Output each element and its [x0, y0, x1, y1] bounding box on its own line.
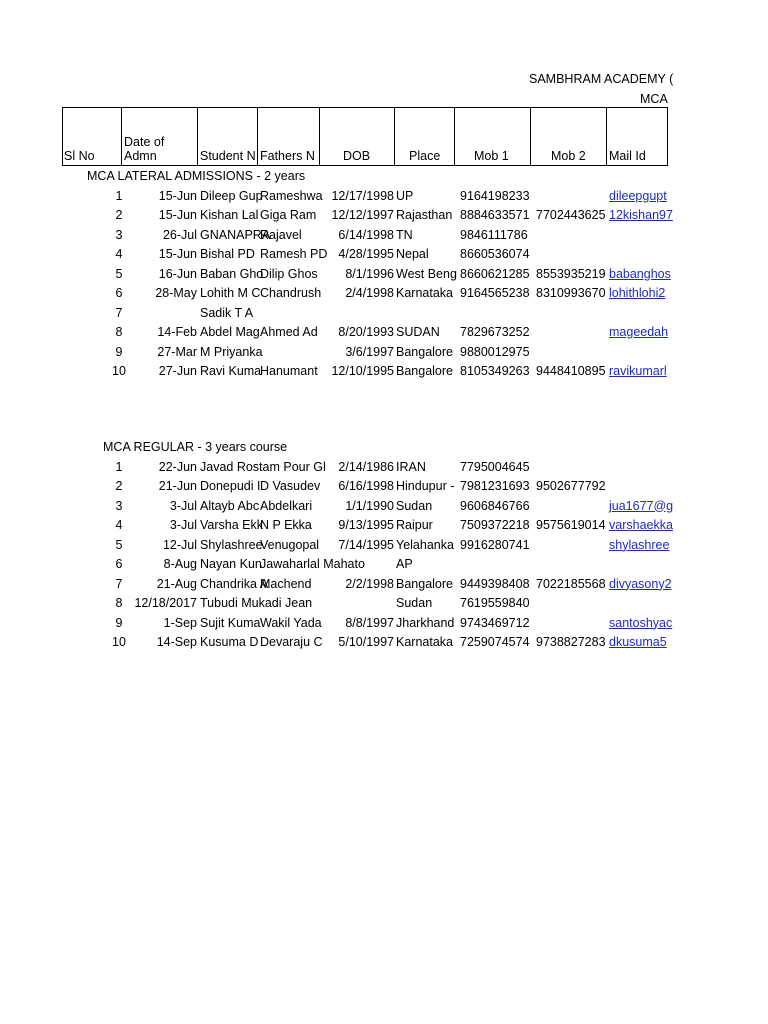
- table-row: [0, 187, 768, 207]
- table-row: [0, 614, 768, 634]
- cell-student-name: Donepudi I: [200, 479, 261, 493]
- cell-place: Sudan: [396, 596, 433, 610]
- cell-sl-no: 3: [115, 227, 123, 242]
- cell-father-name: Ramesh PD: [260, 247, 328, 261]
- column-header-label: Student N: [200, 149, 256, 163]
- column-header-label: Fathers N: [260, 149, 315, 163]
- column-header-label: Sl No: [64, 149, 95, 163]
- cell-mobile-2: 7702443625: [536, 208, 606, 222]
- table-row: [0, 575, 768, 595]
- cell-admission-date: 15-Jun: [158, 208, 197, 222]
- document-title: SAMBHRAM ACADEMY (: [529, 72, 674, 86]
- cell-father-name: Rameshwa: [260, 188, 323, 203]
- cell-mobile-1: 8660621285: [460, 266, 530, 281]
- cell-father-name: Jawaharlal Mahato: [260, 557, 365, 571]
- cell-sl-no: 2: [115, 208, 123, 222]
- cell-student-name: Altayb Abc: [200, 498, 260, 513]
- cell-mobile-1: 7619559840: [460, 596, 530, 610]
- cell-mobile-1: 9916280741: [460, 537, 530, 552]
- cell-dob: 12/10/1995: [331, 364, 394, 378]
- table-row: [0, 245, 768, 265]
- cell-dob: 8/1/1996: [345, 266, 394, 281]
- cell-admission-date: 16-Jun: [158, 266, 197, 281]
- cell-sl-no: 7: [115, 576, 123, 591]
- cell-father-name: Chandrush: [260, 286, 322, 300]
- cell-mobile-1: 9164198233: [460, 188, 530, 203]
- cell-place: Nepal: [396, 247, 429, 261]
- cell-mobile-1: 7509372218: [460, 518, 530, 532]
- cell-mobile-1: 7981231693: [460, 479, 530, 493]
- cell-mobile-1: 9606846766: [460, 498, 530, 513]
- cell-sl-no: 10: [112, 635, 126, 649]
- cell-father-name: N P Ekka: [260, 518, 312, 532]
- table-row: [0, 516, 768, 536]
- cell-mobile-2: 9738827283: [536, 635, 606, 649]
- cell-dob: 12/12/1997: [331, 208, 394, 222]
- cell-student-name: Sujit Kuma: [200, 615, 261, 630]
- cell-admission-date: 28-May: [155, 286, 197, 300]
- table-row: [0, 633, 768, 653]
- cell-student-name: Abdel Mag: [200, 325, 260, 339]
- cell-dob: 6/16/1998: [338, 479, 394, 493]
- cell-admission-date: 27-Mar: [157, 344, 197, 359]
- cell-dob: 8/8/1997: [345, 615, 394, 630]
- column-header-sl: [62, 107, 122, 165]
- document-subtitle: MCA: [640, 92, 668, 106]
- cell-student-name: Javad Rostam Pour Gl: [200, 459, 326, 474]
- cell-father-name: Wakil Yada: [260, 615, 322, 630]
- cell-place: Yelahanka: [396, 537, 454, 552]
- cell-admission-date: 15-Jun: [158, 247, 197, 261]
- cell-student-name: Shylashree: [200, 537, 263, 552]
- cell-mail-id[interactable]: 12kishan97: [609, 208, 673, 222]
- cell-admission-date: 12-Jul: [162, 537, 197, 552]
- cell-mobile-2: 9502677792: [536, 479, 606, 493]
- cell-place: Bangalore: [396, 364, 453, 378]
- cell-sl-no: 9: [115, 615, 123, 630]
- column-header-label: Mob 2: [551, 149, 586, 163]
- table-row: [0, 362, 768, 382]
- cell-mobile-1: 9164565238: [460, 286, 530, 300]
- cell-place: Raipur: [396, 518, 433, 532]
- cell-mail-id[interactable]: shylashree: [609, 537, 670, 552]
- cell-admission-date: 15-Jun: [158, 188, 197, 203]
- cell-dob: 2/14/1986: [338, 459, 394, 474]
- table-row: [0, 265, 768, 285]
- section-title: MCA REGULAR - 3 years course: [103, 440, 288, 454]
- cell-father-name: D Vasudev: [260, 479, 321, 493]
- cell-mail-id[interactable]: divyasony2: [609, 576, 672, 591]
- cell-admission-date: 22-Jun: [158, 459, 197, 474]
- cell-place: Bangalore: [396, 344, 453, 359]
- cell-dob: 6/14/1998: [338, 227, 394, 242]
- table-row: [0, 594, 768, 614]
- cell-place: UP: [396, 188, 414, 203]
- table-row: [0, 536, 768, 556]
- cell-mail-id[interactable]: mageedah: [609, 325, 669, 339]
- cell-mobile-2: 8310993670: [536, 286, 606, 300]
- cell-admission-date: 14-Feb: [157, 325, 197, 339]
- column-header-label: Date of Admn: [124, 135, 165, 163]
- column-header-mob1: [455, 107, 531, 165]
- table-row: [0, 497, 768, 517]
- cell-place: AP: [396, 557, 413, 571]
- column-header-label: Mob 1: [474, 149, 509, 163]
- cell-admission-date: 8-Aug: [163, 557, 197, 571]
- column-header-mob2: [531, 107, 607, 165]
- column-header-student: [198, 107, 258, 165]
- cell-student-name: Varsha Ekk: [200, 518, 263, 532]
- cell-place: Karnataka: [396, 635, 453, 649]
- cell-dob: 9/13/1995: [338, 518, 394, 532]
- cell-dob: 8/20/1993: [338, 325, 394, 339]
- cell-dob: 2/4/1998: [345, 286, 394, 300]
- cell-mobile-1: 8105349263: [460, 364, 530, 378]
- cell-mail-id[interactable]: dkusuma5: [609, 635, 667, 649]
- cell-dob: 4/28/1995: [338, 247, 394, 261]
- cell-father-name: Venugopal: [260, 537, 320, 552]
- column-header-place: [395, 107, 455, 165]
- cell-father-name: Machend: [260, 576, 312, 591]
- cell-student-name: Nayan Kun: [200, 557, 262, 571]
- cell-admission-date: 1-Sep: [163, 615, 197, 630]
- cell-father-name: Giga Ram: [260, 208, 317, 222]
- cell-father-name: Abdelkari: [260, 498, 313, 513]
- cell-mobile-1: 9846111786: [460, 227, 528, 242]
- header-grid: [62, 107, 668, 166]
- cell-mail-id[interactable]: varshaekka: [609, 518, 673, 532]
- cell-student-name: Chandrika A: [200, 576, 269, 591]
- column-header-label: DOB: [343, 149, 371, 163]
- cell-student-name: Tubudi Mukadi Jean: [200, 596, 313, 610]
- cell-dob: 2/2/1998: [345, 576, 394, 591]
- cell-mobile-1: 9880012975: [460, 344, 530, 359]
- cell-dob: 1/1/1990: [345, 498, 394, 513]
- cell-father-name: Hanumant: [260, 364, 318, 378]
- cell-place: SUDAN: [396, 325, 440, 339]
- cell-mail-id[interactable]: lohithlohi2: [609, 286, 666, 300]
- cell-student-name: Sadik T A: [200, 305, 254, 320]
- cell-student-name: Kishan Lal: [200, 208, 259, 222]
- table-row: [0, 477, 768, 497]
- cell-student-name: Bishal PD: [200, 247, 255, 261]
- cell-sl-no: 8: [115, 325, 123, 339]
- cell-mail-id[interactable]: babanghos: [609, 266, 671, 281]
- cell-sl-no: 3: [115, 498, 123, 513]
- table-row: [0, 226, 768, 246]
- cell-place: TN: [396, 227, 413, 242]
- cell-student-name: GNANAPRA: [200, 227, 271, 242]
- cell-student-name: M Priyanka: [200, 344, 263, 359]
- cell-admission-date: 21-Aug: [156, 576, 197, 591]
- cell-dob: 12/17/1998: [331, 188, 394, 203]
- cell-admission-date: 14-Sep: [156, 635, 197, 649]
- header-rule: [62, 165, 668, 166]
- table-row: [0, 304, 768, 324]
- cell-mail-id[interactable]: ravikumarl: [609, 364, 667, 378]
- cell-father-name: Devaraju C: [260, 635, 323, 649]
- cell-dob: 5/10/1997: [338, 635, 394, 649]
- cell-father-name: Dilip Ghos: [260, 266, 318, 281]
- table-row: [0, 458, 768, 478]
- cell-admission-date: 3-Jul: [169, 498, 197, 513]
- cell-sl-no: 4: [115, 518, 123, 532]
- cell-mobile-2: 7022185568: [536, 576, 606, 591]
- cell-mobile-1: 9449398408: [460, 576, 530, 591]
- cell-mobile-2: 9448410895: [536, 364, 606, 378]
- cell-mobile-1: 9743469712: [460, 615, 530, 630]
- cell-sl-no: 1: [115, 459, 123, 474]
- cell-student-name: Kusuma D: [200, 635, 259, 649]
- cell-sl-no: 10: [112, 364, 126, 378]
- cell-place: Rajasthan: [396, 208, 453, 222]
- cell-mobile-2: 9575619014: [536, 518, 606, 532]
- cell-mobile-1: 7259074574: [460, 635, 530, 649]
- cell-admission-date: 3-Jul: [169, 518, 197, 532]
- table-row: [0, 206, 768, 226]
- cell-mail-id[interactable]: dileepgupt: [609, 188, 667, 203]
- cell-admission-date: 27-Jun: [158, 364, 197, 378]
- column-header-father: [258, 107, 320, 165]
- cell-student-name: Dileep Gup: [200, 188, 263, 203]
- cell-admission-date: 21-Jun: [158, 479, 197, 493]
- table-row: [0, 343, 768, 363]
- table-row: [0, 284, 768, 304]
- cell-sl-no: 7: [115, 305, 123, 320]
- cell-sl-no: 6: [115, 557, 123, 571]
- cell-student-name: Baban Gho: [200, 266, 264, 281]
- cell-sl-no: 2: [115, 479, 123, 493]
- column-header-mail: [607, 107, 668, 165]
- cell-sl-no: 5: [115, 266, 123, 281]
- cell-place: Karnataka: [396, 286, 453, 300]
- section-title: MCA LATERAL ADMISSIONS - 2 years: [87, 169, 306, 183]
- cell-sl-no: 6: [115, 286, 123, 300]
- table-row: [0, 323, 768, 343]
- cell-admission-date: 12/18/2017: [134, 596, 197, 610]
- cell-place: Sudan: [396, 498, 433, 513]
- cell-sl-no: 5: [115, 537, 123, 552]
- cell-place: IRAN: [396, 459, 426, 474]
- cell-place: Hindupur -: [396, 479, 455, 493]
- cell-admission-date: 26-Jul: [162, 227, 197, 242]
- cell-father-name: Rajavel: [260, 227, 302, 242]
- cell-sl-no: 4: [115, 247, 123, 261]
- cell-dob: 3/6/1997: [345, 344, 394, 359]
- cell-father-name: Ahmed Ad: [260, 325, 318, 339]
- cell-mobile-1: 7795004645: [460, 459, 530, 474]
- cell-mail-id[interactable]: jua1677@g: [609, 498, 674, 513]
- cell-place: Jharkhand: [396, 615, 455, 630]
- column-header-label: Mail Id: [609, 149, 646, 163]
- cell-sl-no: 1: [115, 188, 123, 203]
- cell-sl-no: 9: [115, 344, 123, 359]
- column-header-label: Place: [409, 149, 441, 163]
- column-header-dob: [320, 107, 395, 165]
- cell-dob: 7/14/1995: [338, 537, 394, 552]
- cell-mobile-2: 8553935219: [536, 266, 606, 281]
- table-row: [0, 555, 768, 575]
- cell-mobile-1: 7829673252: [460, 325, 530, 339]
- cell-mobile-1: 8660536074: [460, 247, 530, 261]
- cell-student-name: Lohith M C: [200, 286, 261, 300]
- cell-mail-id[interactable]: santoshyac: [609, 615, 673, 630]
- cell-student-name: Ravi Kuma: [200, 364, 262, 378]
- cell-place: Bangalore: [396, 576, 453, 591]
- cell-sl-no: 8: [115, 596, 123, 610]
- cell-place: West Beng: [396, 266, 457, 281]
- column-header-doa: [122, 107, 198, 165]
- cell-mobile-1: 8884633571: [460, 208, 530, 222]
